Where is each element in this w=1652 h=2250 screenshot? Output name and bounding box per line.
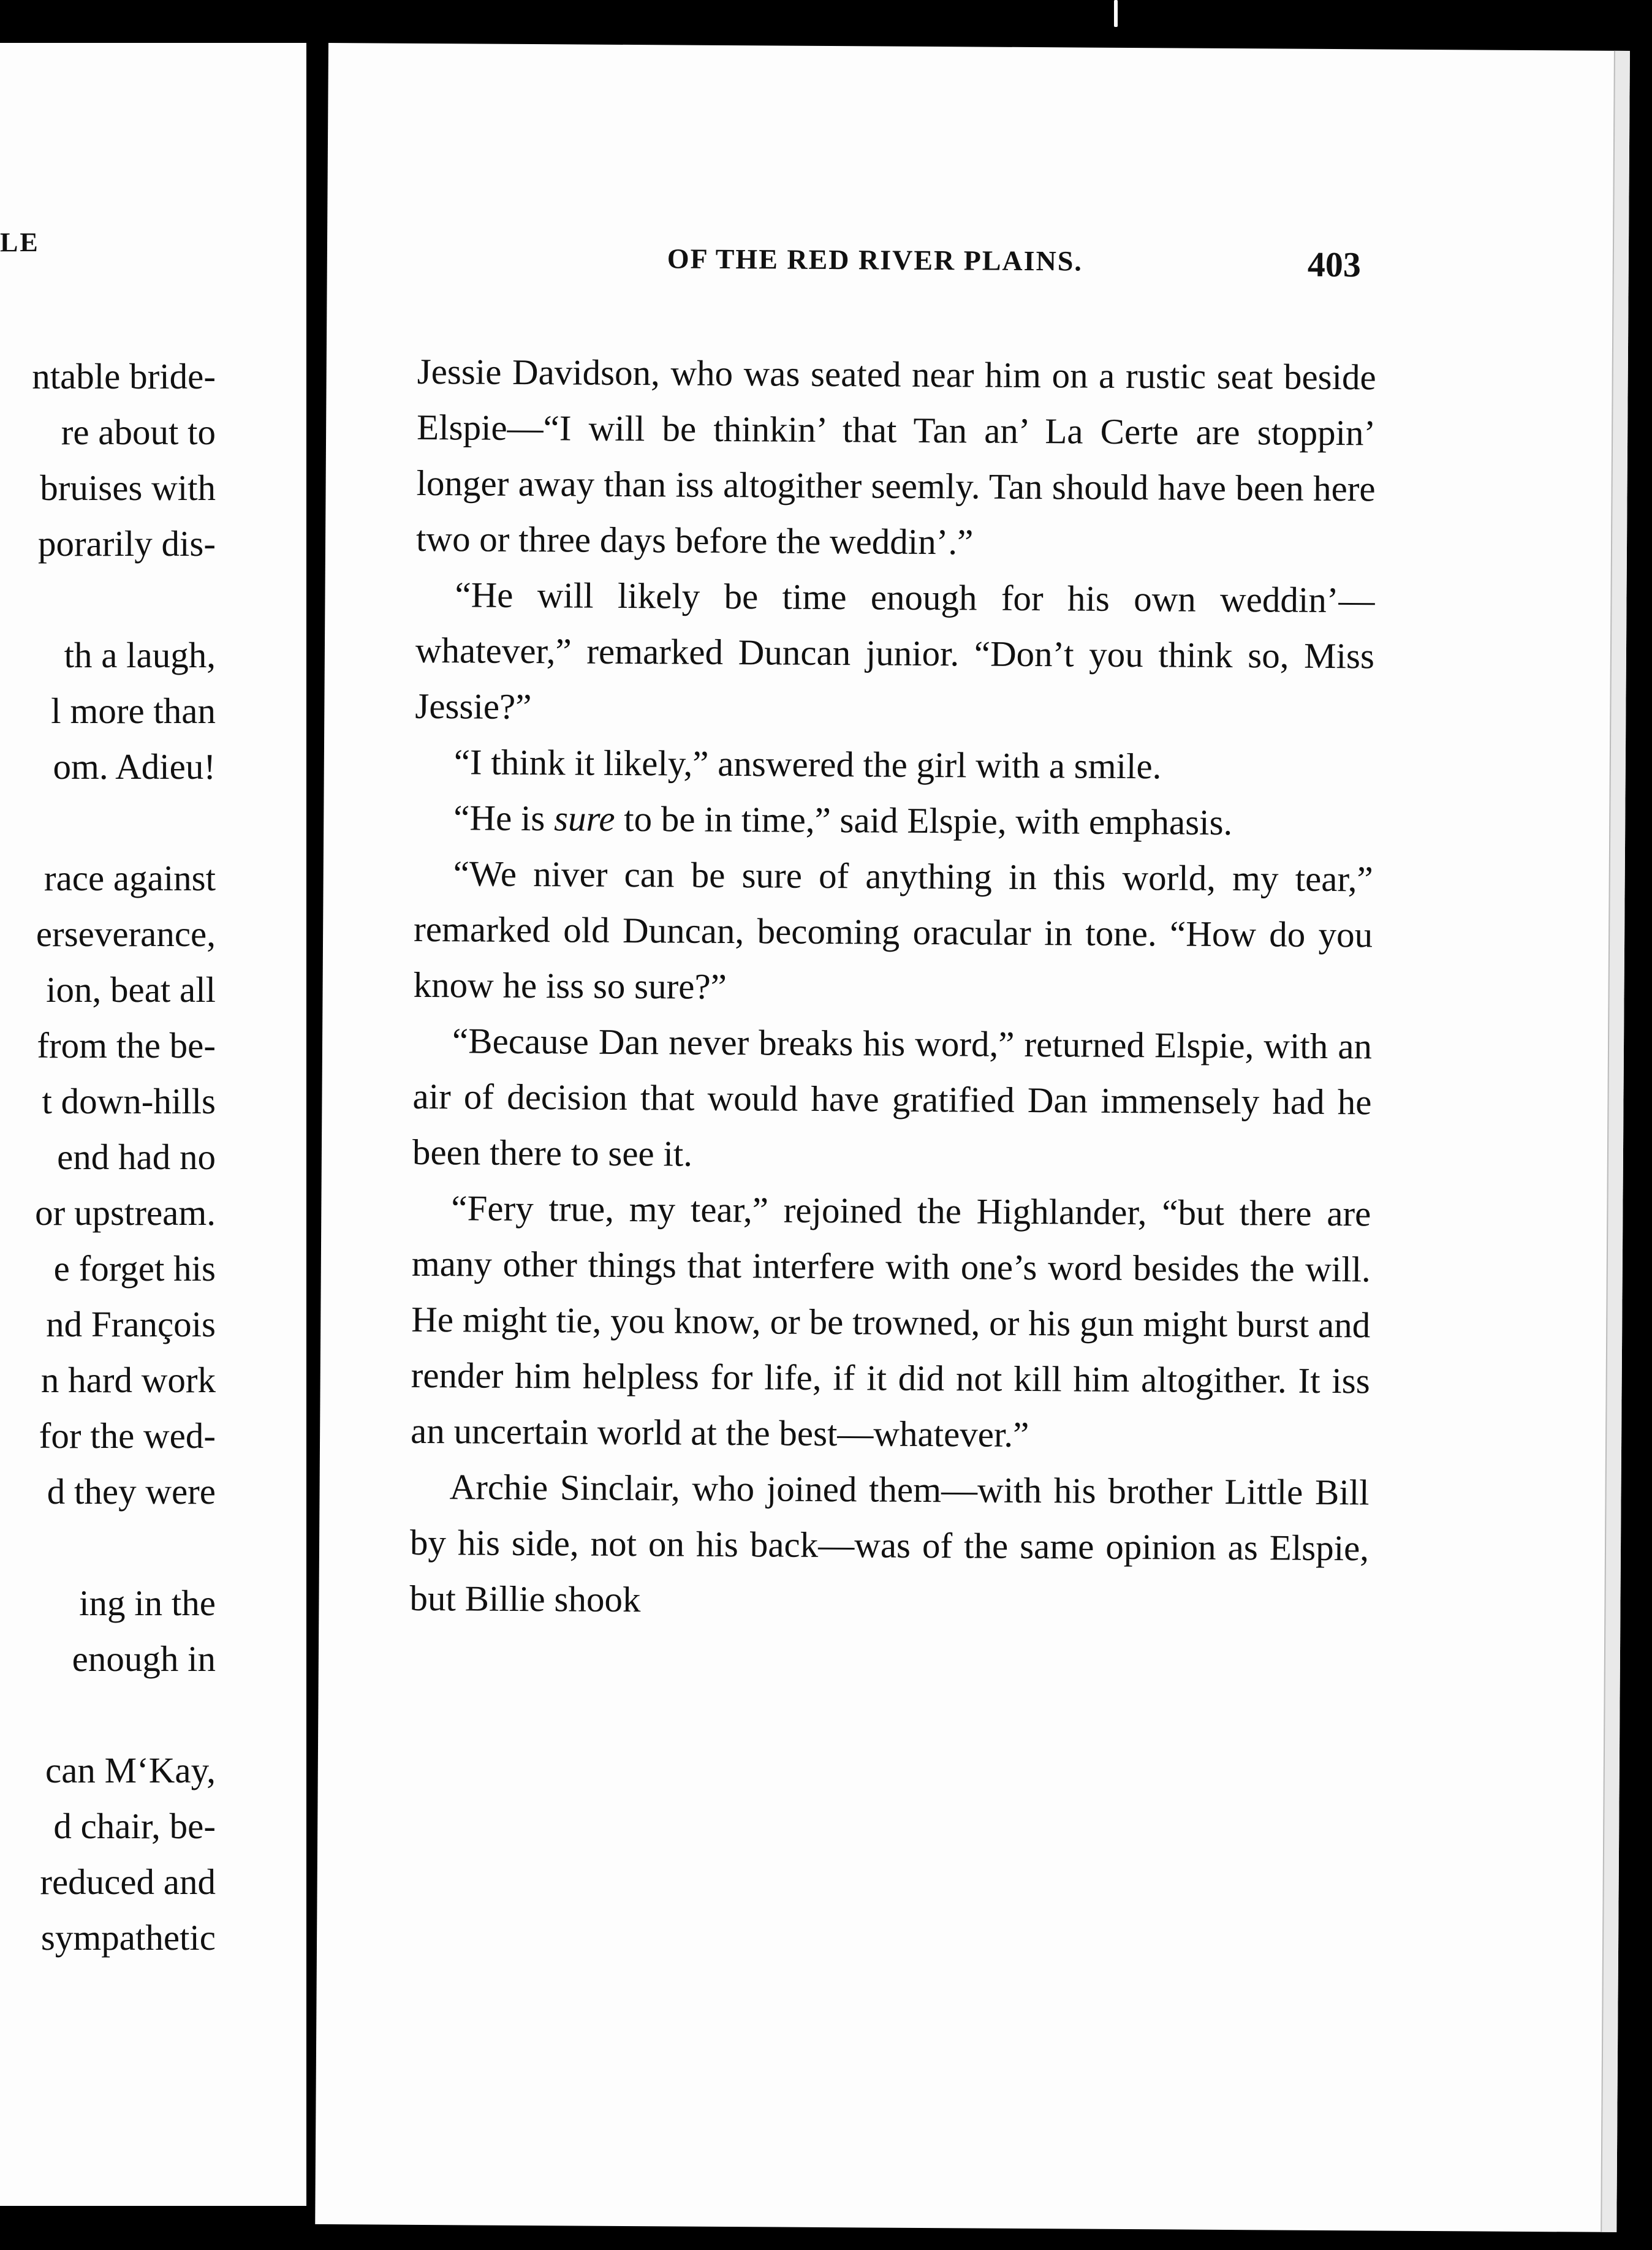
left-page-line: nd François — [46, 1304, 216, 1344]
paragraph-4 — [414, 790, 1374, 852]
left-page-line: erseverance, — [36, 914, 216, 954]
left-page-line: bruises with — [40, 468, 216, 508]
left-page — [0, 43, 306, 2206]
left-page-line: from the be- — [37, 1025, 216, 1066]
paragraph-1: Jessie Davidson, who was seated near him on a rustic seat beside Elspie—“I will be thinkin’ that Tan an’ La Certe are stoppin’ longer away than iss altogither seemly. Tan should have been here two or three days before the weddin’.” — [415, 350, 1376, 562]
running-head: OF THE RED RIVER PLAINS. — [667, 243, 1083, 277]
left-page-line: d chair, be- — [53, 1806, 216, 1846]
left-page-line: end had no — [57, 1137, 216, 1177]
left-page-line: can M‘Kay, — [45, 1750, 216, 1790]
left-page-line: porarily dis- — [37, 523, 216, 564]
left-page-line: e forget his — [53, 1248, 216, 1289]
page-number: 403 — [1307, 244, 1362, 285]
left-running-head-fragment: LE — [0, 227, 40, 257]
left-page-line: ing in the — [79, 1583, 216, 1623]
left-page-line: th a laugh, — [64, 635, 216, 675]
left-page-line: l more than — [51, 691, 216, 731]
left-page-line: for the wed- — [39, 1415, 216, 1456]
paragraph-6: “Because Dan never breaks his word,” returned Elspie, with an air of decision that would have gratified Dan immensely had he been there to see it. — [412, 1020, 1373, 1174]
left-page-line: d they were — [47, 1471, 216, 1512]
paragraph-4-start: “He is — [453, 797, 555, 839]
left-page-line: n hard work — [40, 1360, 216, 1400]
paragraph-5: “We niver can be sure of anything in this world, my tear,” remarked old Duncan, becoming oracular in tone. “How do you know he iss so sure?” — [413, 853, 1373, 1007]
left-page-line: ion, beat all — [46, 969, 216, 1010]
right-page — [315, 43, 1630, 2232]
left-page-line: re about to — [61, 412, 216, 452]
scan-speck — [1419, 50, 1428, 59]
left-page-line: reduced and — [40, 1862, 216, 1902]
body-text — [409, 344, 1376, 1632]
paragraph-3: “I think it likely,” answered the girl with a smile. — [453, 741, 1162, 787]
left-page-line: ntable bride- — [32, 356, 216, 396]
scan-speck — [1114, 0, 1118, 27]
paragraph-4-end: to be in time,” said Elspie, with emphasis. — [615, 798, 1233, 843]
left-page-line: sympathetic — [40, 1917, 216, 1958]
paragraph-8: Archie Sinclair, who joined them—with his brother Little Bill by his side, not on his back—was of the same opinion as Elspie, but Billie shook — [409, 1466, 1370, 1620]
emphasis-sure: sure — [553, 798, 615, 839]
left-page-line: or upstream. — [35, 1192, 216, 1233]
paragraph-7: “Fery true, my tear,” rejoined the Highlander, “but there are many other things that interfere with one’s word besides the will. He might tie, you know, or be trowned, or his gun might burst and render him helpless for life, if it did not kill him altogither. It iss an uncertain world at the best—whatever.” — [410, 1188, 1371, 1455]
left-page-line: enough in — [72, 1638, 216, 1679]
left-page-line: t down-hills — [42, 1081, 216, 1121]
paragraph-2: “He will likely be time enough for his own weddin’—whatever,” remarked Duncan junior. “Don’t you think so, Miss Jessie?” — [415, 574, 1375, 727]
left-page-line: om. Adieu! — [53, 746, 216, 787]
page-edge — [1601, 51, 1630, 2232]
left-page-line: race against — [44, 858, 216, 898]
